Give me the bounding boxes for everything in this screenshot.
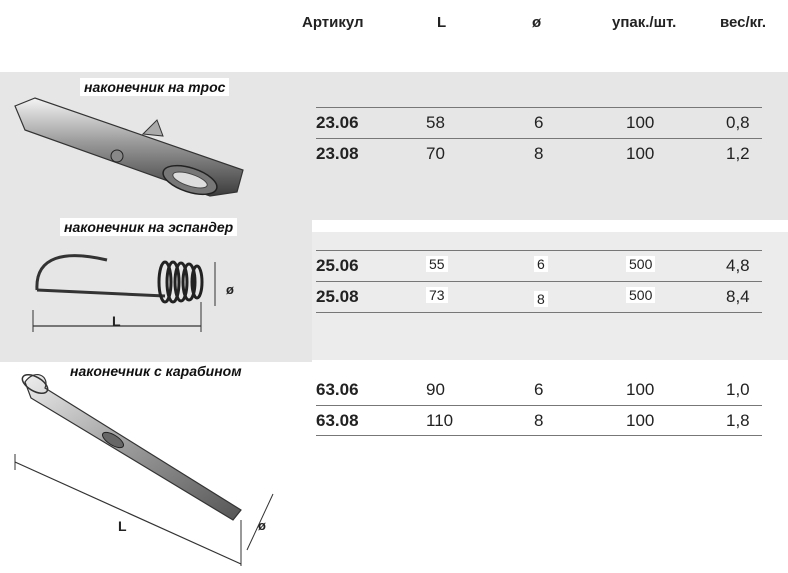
- pack-cell: 500: [626, 287, 655, 303]
- pack-cell: 100: [626, 113, 655, 132]
- weight-cell: 8,4: [726, 287, 750, 306]
- pack-cell: 100: [626, 411, 655, 430]
- length-cell: 58: [426, 113, 445, 132]
- article-cell: 23.06: [316, 113, 359, 132]
- pack-cell: 100: [626, 144, 655, 163]
- section-title-expander-end: наконечник на эспандер: [60, 218, 237, 236]
- table-row: [316, 281, 762, 309]
- article-cell: 25.08: [316, 287, 359, 306]
- weight-cell: 0,8: [726, 113, 750, 132]
- dimension-L-label: L: [112, 313, 121, 329]
- expander-end-image: [25, 246, 255, 346]
- header-length: L: [437, 14, 447, 31]
- table-row: [316, 107, 762, 135]
- header-diameter: ø: [532, 14, 542, 31]
- article-cell: 63.08: [316, 411, 359, 430]
- article-cell: 63.06: [316, 380, 359, 399]
- diameter-cell: 8: [534, 144, 544, 163]
- dimension-diameter-label: ø: [258, 518, 266, 533]
- weight-cell: 1,8: [726, 411, 750, 430]
- row-divider: [316, 405, 762, 406]
- weight-cell: 1,0: [726, 380, 750, 399]
- diameter-cell: 6: [534, 380, 544, 399]
- row-divider: [316, 107, 762, 108]
- length-cell: 73: [426, 287, 448, 303]
- header-pack: упак./шт.: [612, 14, 677, 31]
- pack-cell: 500: [626, 256, 655, 272]
- table-row: [316, 405, 762, 433]
- table-row: [316, 250, 762, 278]
- dimension-L-label: L: [118, 518, 127, 534]
- header-weight: вес/кг.: [720, 14, 767, 31]
- dimension-diameter-label: ø: [226, 282, 234, 297]
- header-article: Артикул: [302, 14, 364, 31]
- weight-cell: 4,8: [726, 256, 750, 275]
- cable-end-image: [5, 92, 250, 207]
- row-divider: [316, 138, 762, 139]
- diameter-cell: 8: [534, 291, 548, 307]
- row-divider: [316, 281, 762, 282]
- row-divider: [316, 250, 762, 251]
- carabiner-end-image: [5, 370, 285, 570]
- article-cell: 23.08: [316, 144, 359, 163]
- diameter-cell: 6: [534, 113, 544, 132]
- table-row: [316, 374, 762, 402]
- diameter-cell: 8: [534, 411, 544, 430]
- table-row: [316, 138, 762, 166]
- diameter-cell: 6: [534, 256, 548, 272]
- row-divider: [316, 312, 762, 313]
- row-divider: [316, 435, 762, 436]
- section-title-carabiner-end: наконечник с карабином: [66, 362, 246, 380]
- weight-cell: 1,2: [726, 144, 750, 163]
- pack-cell: 100: [626, 380, 655, 399]
- article-cell: 25.06: [316, 256, 359, 275]
- length-cell: 70: [426, 144, 445, 163]
- length-cell: 90: [426, 380, 445, 399]
- length-cell: 55: [426, 256, 448, 272]
- length-cell: 110: [426, 411, 454, 430]
- section-title-cable-end: наконечник на трос: [80, 78, 229, 96]
